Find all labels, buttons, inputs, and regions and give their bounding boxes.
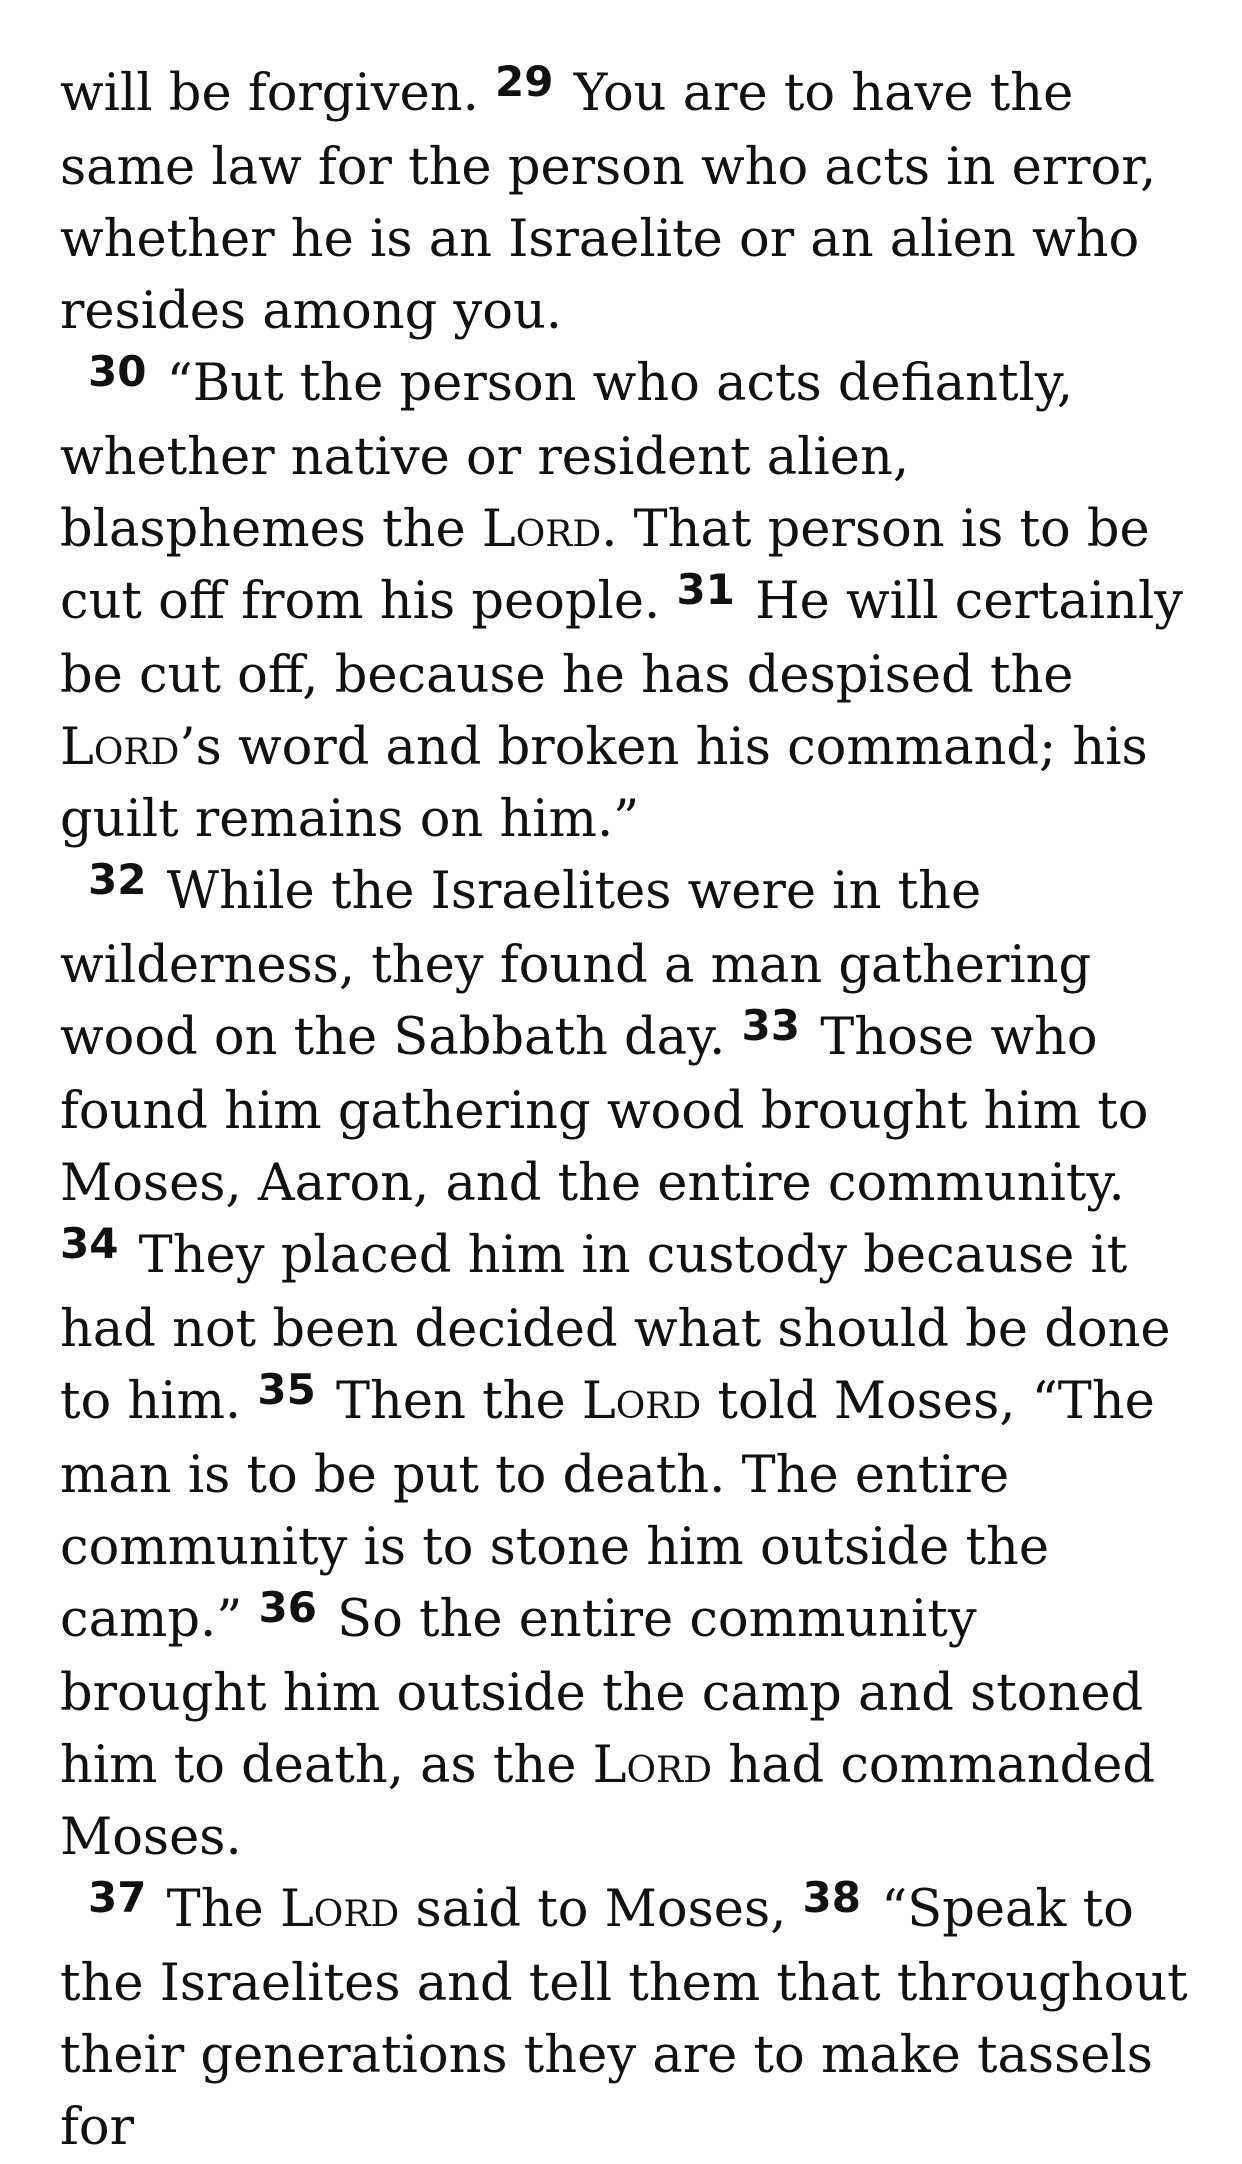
verse-text: While the Israelites were in the wilderness, they found a man gathering wood on the Sabbath day. xyxy=(60,862,1092,1067)
verse-text: “Speak to the Israelites and tell them that throughout their generations they are to make tassels for xyxy=(60,1880,1188,2157)
verse-number: 32 xyxy=(88,855,147,904)
verse-text: told Moses, “The man is to be put to death. The entire community is to stone him outside the camp.” xyxy=(60,1372,1155,1649)
verse-text: will be forgiven. xyxy=(60,64,496,123)
verse-text: They placed him in custody because it had not been decided what should be done to him. xyxy=(60,1226,1171,1431)
verse-number: 38 xyxy=(802,1873,861,1922)
verse-number: 31 xyxy=(676,565,735,614)
divine-name: Lord xyxy=(60,718,180,777)
paragraph-verse-37 xyxy=(60,1874,1190,2164)
divine-name: Lord xyxy=(592,1736,713,1795)
verse-text: had commanded Moses. xyxy=(60,1736,1156,1867)
verse-number: 29 xyxy=(495,57,554,106)
verse-text: So the entire community brought him outside the camp and stoned him to death, as the xyxy=(60,1590,1144,1795)
paragraph-verse-32 xyxy=(60,856,1190,1874)
verse-number: 36 xyxy=(258,1583,317,1632)
divine-name: Lord xyxy=(581,1372,702,1431)
verse-text: “But the person who acts defiantly, whether native or resident alien, blasphemes the xyxy=(60,354,1074,559)
verse-text: Then the xyxy=(336,1372,582,1431)
paragraph-verse-29 xyxy=(60,58,1190,348)
verse-text: said to Moses, xyxy=(399,1880,803,1939)
verse-text: . That person is to be cut off from his people. xyxy=(60,500,1150,631)
verse-text: He will certainly be cut off, because he has despised the xyxy=(60,572,1184,705)
verse-number: 30 xyxy=(88,347,147,396)
verse-number: 37 xyxy=(88,1873,147,1922)
scripture-text xyxy=(60,58,1190,2164)
verse-text: The xyxy=(166,1880,280,1939)
verse-text: You are to have the same law for the person who acts in error, whether he is an Israelite or an alien who resides among you. xyxy=(60,64,1157,341)
verse-number: 33 xyxy=(741,1001,800,1050)
verse-number: 34 xyxy=(60,1219,119,1268)
verse-text: ’s word and broken his command; his guilt remains on him.” xyxy=(60,718,1148,849)
divine-name: Lord xyxy=(279,1880,400,1939)
paragraph-verse-30 xyxy=(60,348,1190,856)
verse-text: Those who found him gathering wood brought him to Moses, Aaron, and the entire community. xyxy=(60,1008,1149,1213)
divine-name: Lord xyxy=(481,500,602,559)
verse-number: 35 xyxy=(257,1365,316,1414)
